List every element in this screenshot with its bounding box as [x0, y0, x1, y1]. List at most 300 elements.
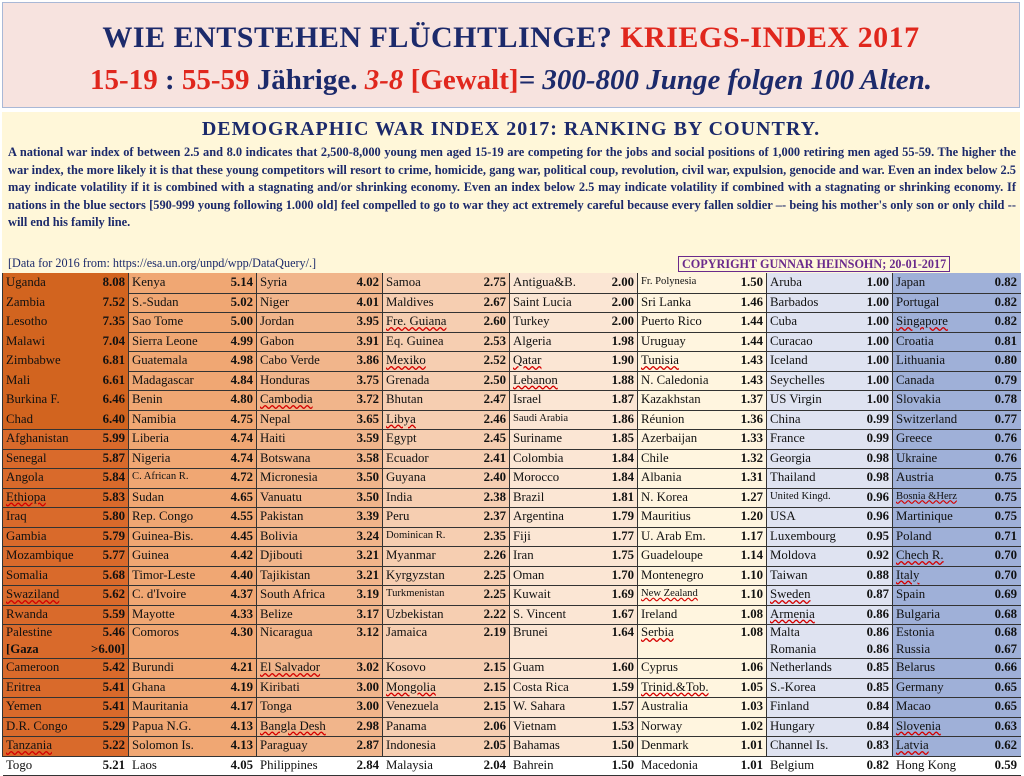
- country-row: [257, 507, 383, 528]
- country-row: [129, 351, 257, 372]
- war-index-value: 6.40: [103, 410, 125, 428]
- country-name: Somalia: [6, 566, 48, 584]
- war-index-value: 6.61: [103, 371, 125, 389]
- country-row: [767, 756, 893, 776]
- war-index-value: 0.78: [995, 390, 1017, 408]
- country-name: Germany: [896, 678, 944, 696]
- war-index-value: 3.95: [357, 312, 379, 330]
- country-row: [129, 736, 257, 757]
- country-name: Canada: [896, 371, 934, 389]
- country-name: Barbados: [770, 293, 818, 311]
- country-name: Guam: [513, 658, 544, 676]
- country-name: Indonesia: [386, 736, 436, 754]
- country-name: Sao Tome: [132, 312, 183, 330]
- war-index-value: 1.44: [741, 332, 763, 350]
- country-name: Norway: [641, 717, 682, 735]
- country-row: [129, 332, 257, 353]
- country-row: [129, 527, 257, 548]
- country-name: Laos: [132, 756, 157, 774]
- country-name: Papua N.G.: [132, 717, 191, 735]
- country-name: Timor-Leste: [132, 566, 195, 584]
- country-name: Brunei: [513, 624, 548, 641]
- title-banner: [2, 2, 1020, 108]
- country-name: Guadeloupe: [641, 546, 703, 564]
- country-row: [767, 658, 893, 679]
- country-name: Botswana: [260, 449, 310, 467]
- war-index-value: 0.88: [867, 566, 889, 584]
- country-name: Ukraine: [896, 449, 937, 467]
- country-name: N. Korea: [641, 488, 688, 506]
- country-row: [3, 736, 129, 757]
- war-index-value: 1.14: [741, 546, 763, 564]
- country-row: [767, 678, 893, 699]
- country-row: [767, 293, 893, 314]
- country-row: [257, 332, 383, 353]
- war-index-value: 0.84: [867, 717, 889, 735]
- country-row: [383, 488, 510, 509]
- war-index-value: 1.50: [612, 756, 634, 774]
- war-index-value: 1.90: [612, 351, 634, 369]
- country-row: [3, 546, 129, 567]
- country-name: Syria: [260, 273, 287, 291]
- war-index-value: 3.39: [357, 507, 379, 525]
- country-name: Mauritania: [132, 697, 188, 715]
- country-row: [767, 429, 893, 450]
- war-index-value: 5.00: [231, 312, 253, 330]
- country-name: S. Vincent: [513, 605, 566, 623]
- war-index-value: 2.60: [484, 312, 506, 330]
- country-name: Mali: [6, 371, 30, 389]
- country-row: [767, 390, 893, 411]
- banner-age-label: Jährige.: [250, 64, 365, 96]
- table-column: [509, 273, 638, 757]
- country-name: Italy: [896, 566, 919, 584]
- war-index-value: 0.86: [867, 624, 889, 641]
- table-column: [766, 273, 893, 757]
- country-row: [510, 449, 638, 470]
- country-name: Cuba: [770, 312, 797, 330]
- country-row: [3, 351, 129, 372]
- country-name: Yemen: [6, 697, 42, 715]
- war-index-value: 3.86: [357, 351, 379, 369]
- country-row: [383, 332, 510, 353]
- country-row: [257, 717, 383, 738]
- war-index-value: 1.01: [741, 756, 763, 774]
- country-row: [3, 312, 129, 333]
- country-row: [767, 605, 893, 626]
- banner-violence: [Gewalt]: [403, 64, 518, 96]
- country-row: [638, 697, 767, 718]
- table-column: [382, 273, 510, 757]
- war-index-value: 0.86: [867, 605, 889, 623]
- country-row: [257, 371, 383, 392]
- country-row: [257, 293, 383, 314]
- war-index-value: 2.05: [484, 736, 506, 754]
- country-row: [129, 468, 257, 489]
- war-index-value: 4.21: [231, 658, 253, 676]
- war-index-value: 0.76: [995, 449, 1017, 467]
- war-index-value: 4.01: [357, 293, 379, 311]
- banner-range: 3-8: [365, 64, 404, 96]
- country-name: Uruguay: [641, 332, 686, 350]
- country-row: [510, 507, 638, 528]
- country-row: [3, 756, 129, 776]
- country-row: [638, 527, 767, 548]
- country-row: [510, 410, 638, 431]
- war-index-value: 2.37: [484, 507, 506, 525]
- country-row: [767, 527, 893, 548]
- country-row: [638, 717, 767, 738]
- war-index-value: 1.88: [612, 371, 634, 389]
- war-index-value: 3.21: [357, 546, 379, 564]
- country-row: [129, 390, 257, 411]
- war-index-value: 2.15: [484, 658, 506, 676]
- country-row: [893, 717, 1021, 738]
- war-index-value: 0.98: [867, 468, 889, 486]
- war-index-value: 1.75: [612, 546, 634, 564]
- country-row: [383, 449, 510, 470]
- country-row: [257, 410, 383, 431]
- war-index-value: 1.98: [612, 332, 634, 350]
- war-index-value: 0.82: [995, 293, 1017, 311]
- war-index-value: 3.21: [357, 566, 379, 584]
- country-row: [638, 449, 767, 470]
- country-row: [383, 371, 510, 392]
- war-index-value: 5.22: [103, 736, 125, 754]
- war-index-value: 4.74: [231, 449, 253, 467]
- war-index-value: 1.00: [867, 312, 889, 330]
- country-row: [893, 371, 1021, 392]
- country-name: Vietnam: [513, 717, 556, 735]
- country-name: Antigua&B.: [513, 273, 576, 291]
- country-row: [510, 390, 638, 411]
- country-name: Bulgaria: [896, 605, 940, 623]
- war-index-value: 2.15: [484, 697, 506, 715]
- country-name: United Kingd.: [770, 488, 831, 506]
- war-index-value: 5.21: [103, 756, 125, 774]
- country-row: [3, 410, 129, 431]
- country-name: Philippines: [260, 756, 318, 774]
- country-name: South Africa: [260, 585, 325, 603]
- war-index-value: 2.25: [484, 566, 506, 584]
- country-row: [767, 717, 893, 738]
- war-index-value: 1.01: [741, 736, 763, 754]
- war-index-value: 1.64: [612, 624, 634, 641]
- country-name: Macao: [896, 697, 931, 715]
- war-index-value: 3.91: [357, 332, 379, 350]
- war-index-value: 1.43: [741, 371, 763, 389]
- country-name: Madagascar: [132, 371, 194, 389]
- country-name: Portugal: [896, 293, 939, 311]
- war-index-value: 7.52: [103, 293, 125, 311]
- country-row: [383, 410, 510, 431]
- country-name: Israel: [513, 390, 541, 408]
- country-row: [767, 468, 893, 489]
- war-index-value: 3.50: [357, 468, 379, 486]
- war-index-value: 1.32: [741, 449, 763, 467]
- war-index-value: 0.70: [995, 546, 1017, 564]
- country-name: Kazakhstan: [641, 390, 701, 408]
- country-name: Georgia: [770, 449, 811, 467]
- country-name: Finland: [770, 697, 809, 715]
- country-name: Paraguay: [260, 736, 308, 754]
- country-name: N. Caledonia: [641, 371, 709, 389]
- country-row: [510, 678, 638, 699]
- war-index-value: >6.00]: [91, 641, 125, 658]
- country-row: [893, 507, 1021, 528]
- country-row: [383, 293, 510, 314]
- war-index-value: 3.02: [357, 658, 379, 676]
- country-row: [893, 658, 1021, 679]
- country-name: Ireland: [641, 605, 677, 623]
- country-name: Lithuania: [896, 351, 945, 369]
- war-index-value: 4.98: [231, 351, 253, 369]
- war-index-value: 0.59: [995, 756, 1017, 774]
- country-row: [767, 449, 893, 470]
- war-index-value: 5.80: [103, 507, 125, 525]
- country-row: [893, 410, 1021, 431]
- country-row: [638, 273, 767, 294]
- country-name: Pakistan: [260, 507, 303, 525]
- country-name: Myanmar: [386, 546, 436, 564]
- country-row: [257, 429, 383, 450]
- war-index-value: 5.83: [103, 488, 125, 506]
- war-index-value: 5.29: [103, 717, 125, 735]
- war-index-value: 1.00: [867, 273, 889, 291]
- country-name: Micronesia: [260, 468, 318, 486]
- war-index-value: 1.00: [867, 390, 889, 408]
- country-row: [257, 605, 383, 626]
- banner-ratio: = 300-800 Junge folgen 100 Alten.: [519, 64, 932, 96]
- war-index-value: 6.81: [103, 351, 125, 369]
- country-name: Chech R.: [896, 546, 944, 564]
- war-index-value: 4.33: [231, 605, 253, 623]
- war-index-value: 3.19: [357, 585, 379, 603]
- country-row: [383, 566, 510, 587]
- country-row: [638, 293, 767, 314]
- country-name: S.-Korea: [770, 678, 816, 696]
- country-row: [3, 527, 129, 548]
- country-name: Vanuatu: [260, 488, 302, 506]
- country-row: [893, 624, 1021, 659]
- country-name: Tunisia: [641, 351, 679, 369]
- war-index-value: 4.74: [231, 429, 253, 447]
- war-index-value: 1.84: [612, 449, 634, 467]
- country-row: [383, 756, 510, 776]
- country-name: Colombia: [513, 449, 563, 467]
- war-index-value: 3.24: [357, 527, 379, 545]
- country-row: [638, 371, 767, 392]
- country-row: [767, 410, 893, 431]
- country-name: Aruba: [770, 273, 802, 291]
- country-row: [510, 312, 638, 333]
- country-row: [638, 624, 767, 659]
- war-index-value: 0.63: [995, 717, 1017, 735]
- country-name: Zimbabwe: [6, 351, 61, 369]
- war-index-value: 1.08: [741, 605, 763, 623]
- country-name: New Zealand: [641, 585, 698, 603]
- table-column: [256, 273, 383, 757]
- country-row: [383, 546, 510, 567]
- war-index-value: 4.30: [231, 624, 253, 641]
- country-row: [129, 585, 257, 606]
- war-index-value: 5.42: [103, 658, 125, 676]
- country-name: Iraq: [6, 507, 27, 525]
- war-index-value: 1.50: [612, 736, 634, 754]
- country-row: [129, 429, 257, 450]
- war-index-value: 5.77: [103, 546, 125, 564]
- country-row: [3, 566, 129, 587]
- country-name: Honduras: [260, 371, 310, 389]
- country-name: Bahamas: [513, 736, 560, 754]
- war-index-value: 0.66: [995, 658, 1017, 676]
- country-row: [3, 624, 129, 659]
- war-index-value: 2.35: [484, 527, 506, 545]
- war-index-value: 0.95: [867, 527, 889, 545]
- war-index-value: 0.82: [995, 273, 1017, 291]
- country-name: Kiribati: [260, 678, 300, 696]
- country-name: Belarus: [896, 658, 935, 676]
- ranking-table: [2, 273, 1020, 757]
- country-row: [3, 332, 129, 353]
- country-name: Bolivia: [260, 527, 298, 545]
- country-row: [893, 527, 1021, 548]
- war-index-value: 1.03: [741, 697, 763, 715]
- country-row: [510, 756, 638, 776]
- war-index-value: 5.99: [103, 429, 125, 447]
- country-name: Hungary: [770, 717, 815, 735]
- country-name: W. Sahara: [513, 697, 565, 715]
- war-index-value: 3.50: [357, 488, 379, 506]
- country-name: Mayotte: [132, 605, 175, 623]
- country-name: Kuwait: [513, 585, 551, 603]
- country-row: [129, 449, 257, 470]
- war-index-value: 6.46: [103, 390, 125, 408]
- country-name: Solomon Is.: [132, 736, 194, 754]
- war-index-value: 1.31: [741, 468, 763, 486]
- war-index-value: 2.53: [484, 332, 506, 350]
- war-index-value: 4.37: [231, 585, 253, 603]
- country-name: Switzerland: [896, 410, 957, 428]
- country-row: [257, 488, 383, 509]
- country-name: Grenada: [386, 371, 429, 389]
- country-name: Bosnia &Herz: [896, 488, 957, 506]
- country-name: Jamaica: [386, 624, 427, 641]
- country-name: Kenya: [132, 273, 165, 291]
- war-index-value: 4.40: [231, 566, 253, 584]
- country-name: Sweden: [770, 585, 811, 603]
- country-name: Mauritius: [641, 507, 691, 525]
- country-row: [3, 449, 129, 470]
- country-name: Morocco: [513, 468, 559, 486]
- country-name: Swaziland: [6, 585, 59, 603]
- country-row: [510, 488, 638, 509]
- country-row: [383, 390, 510, 411]
- war-index-value: 1.43: [741, 351, 763, 369]
- war-index-value: 2.26: [484, 546, 506, 564]
- country-row: [510, 293, 638, 314]
- war-index-value: 0.86: [867, 641, 889, 658]
- country-row: [638, 429, 767, 450]
- data-source: [Data for 2016 from: https://esa.un.org/unpd/wpp/DataQuery/.]: [8, 256, 316, 271]
- country-name: Djibouti: [260, 546, 303, 564]
- country-name: Puerto Rico: [641, 312, 702, 330]
- country-row: [510, 351, 638, 372]
- war-index-value: 0.75: [995, 488, 1017, 506]
- country-name: Benin: [132, 390, 163, 408]
- country-name: Romania: [770, 641, 816, 658]
- country-row: [638, 756, 767, 776]
- war-index-value: 1.02: [741, 717, 763, 735]
- war-index-value: 3.58: [357, 449, 379, 467]
- war-index-value: 5.59: [103, 605, 125, 623]
- war-index-value: 0.83: [867, 736, 889, 754]
- country-name: Qatar: [513, 351, 541, 369]
- country-name: Moldova: [770, 546, 816, 564]
- country-name: Togo: [6, 756, 32, 774]
- country-name: Lebanon: [513, 371, 558, 389]
- country-row: [638, 332, 767, 353]
- war-index-value: 2.04: [484, 756, 506, 774]
- war-index-value: 4.99: [231, 332, 253, 350]
- country-row: [3, 371, 129, 392]
- war-index-value: 1.10: [741, 566, 763, 584]
- war-index-value: 3.59: [357, 429, 379, 447]
- country-name: Martinique: [896, 507, 953, 525]
- war-index-value: 1.84: [612, 468, 634, 486]
- war-index-value: 7.04: [103, 332, 125, 350]
- country-name: Spain: [896, 585, 925, 603]
- country-name: Chile: [641, 449, 669, 467]
- war-index-value: 4.02: [357, 273, 379, 291]
- war-index-value: 1.44: [741, 312, 763, 330]
- war-index-value: 1.46: [741, 293, 763, 311]
- country-row: [638, 488, 767, 509]
- country-row: [383, 312, 510, 333]
- country-row: [3, 488, 129, 509]
- country-row: [767, 624, 893, 659]
- war-index-value: 5.41: [103, 697, 125, 715]
- war-index-value: 0.82: [995, 312, 1017, 330]
- country-name: France: [770, 429, 805, 447]
- country-name: Fr. Polynesia: [641, 273, 696, 291]
- country-name: Fiji: [513, 527, 531, 545]
- country-name: Brazil: [513, 488, 544, 506]
- country-name: Namibia: [132, 410, 176, 428]
- country-name: Bhutan: [386, 390, 423, 408]
- war-index-value: 4.55: [231, 507, 253, 525]
- war-index-value: 4.84: [231, 371, 253, 389]
- country-row: [893, 312, 1021, 333]
- country-row: [257, 468, 383, 489]
- country-row: [893, 332, 1021, 353]
- country-row: [257, 546, 383, 567]
- country-name: Eq. Guinea: [386, 332, 444, 350]
- country-row: [510, 527, 638, 548]
- country-row: [767, 585, 893, 606]
- country-name: China: [770, 410, 801, 428]
- war-index-value: 2.00: [612, 293, 634, 311]
- country-name: Russia: [896, 641, 930, 658]
- banner-question: WIE ENTSTEHEN FLÜCHTLINGE?: [102, 21, 620, 54]
- country-name: Tajikistan: [260, 566, 310, 584]
- banner-age-old: 55-59: [182, 64, 250, 96]
- country-row: [129, 507, 257, 528]
- country-name: Bahrein: [513, 756, 554, 774]
- war-index-value: 5.02: [231, 293, 253, 311]
- country-name: Nepal: [260, 410, 291, 428]
- country-row: [257, 658, 383, 679]
